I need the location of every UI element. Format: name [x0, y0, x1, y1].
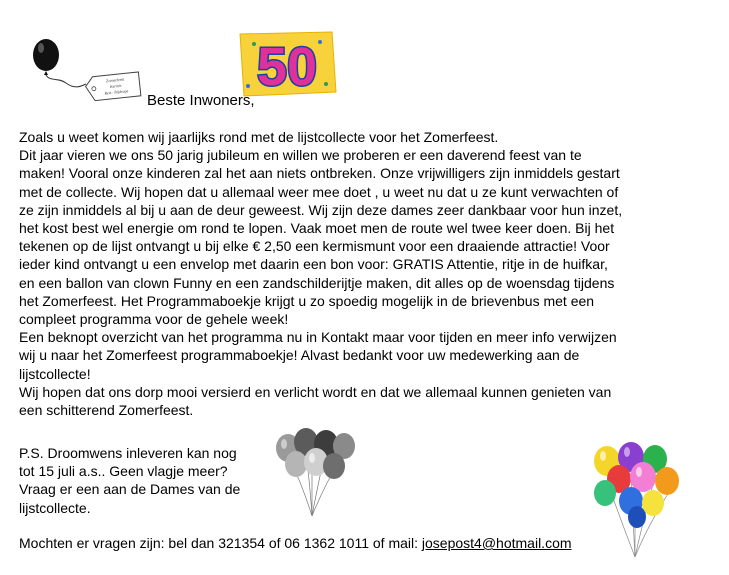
contact-line	[19, 535, 572, 551]
body-line: het kost best wel energie om rond te lopen. Vaak moet men de route wel twee keer doen. Bij het	[19, 220, 615, 237]
ps-line: P.S. Droomwens inleveren kan nog	[19, 445, 237, 461]
body-line: tekenen op de lijst ontvangt u bij elke € 2,50 een kermismunt voor een draaiende attractie! Voor	[19, 238, 610, 255]
body-line: lijstcollecte!	[19, 365, 91, 382]
fifty-badge-icon	[234, 30, 340, 98]
tag-text-1: Zomerfeest	[105, 76, 125, 84]
body-line: ze zijn inmiddels al bij u aan de deur geweest. Wij zijn deze dames zeer dankbaar voor hun inzet,	[19, 201, 623, 218]
ps-line: Vraag er een aan de Dames van de	[19, 481, 241, 498]
body-line: het Zomerfeest. Het Programmaboekje krijgt u zo spoedig mogelijk in de brievenbus met een	[19, 292, 595, 309]
body-line: compleet programma voor de gehele week!	[19, 311, 289, 328]
body-line: met de collecte. Wij hopen dat u allemaal weer mee doet , u weet nu dat u ze kunt verwachten of	[19, 183, 619, 200]
body-line: maken! Vooral onze kinderen zal het aan niets ontbreken. Onze vrijwilligers zijn inmiddels gestart	[19, 165, 620, 182]
ps-line: lijstcollecte.	[19, 499, 91, 516]
contact-prefix: Mochten er vragen zijn: bel dan 321354 of 06 1362 1011 of mail:	[19, 535, 422, 551]
postscript	[19, 444, 240, 517]
body-line: en een ballon van clown Funny en een zandschilderijtje maken, dit alles op de woensdag tijdens	[19, 274, 615, 291]
colorful-balloon-bunch-icon	[591, 441, 687, 559]
badge-number: 50	[256, 37, 318, 97]
black-balloon-with-tag-icon	[28, 37, 143, 102]
body-line: Wij hopen dat ons dorp mooi versierd en verlicht wordt en dat we allemaal kunnen genieten van	[19, 383, 612, 400]
greeting: Beste Inwoners,	[147, 92, 255, 109]
grey-balloon-bunch-icon	[272, 424, 370, 520]
ps-line: tot 15 juli a.s.. Geen vlagje meer?	[19, 463, 228, 480]
body-line: Een beknopt overzicht van het programma nu in Kontakt maar voor tijden en meer info verwijzen	[19, 329, 617, 346]
body-line: Dit jaar vieren we ons 50 jarig jubileum en willen we proberen er een daverend feest van te	[19, 147, 582, 164]
body-line: ieder kind ontvangt u een envelop met daarin een bon voor: GRATIS Attentie, ritje in de huifkar,	[19, 256, 608, 273]
tag-text-3: Reis · Bijdrage	[104, 88, 129, 96]
body-line: wij u naar het Zomerfeest programmaboekje! Alvast bedankt voor uw medewerking aan de	[19, 347, 580, 364]
body-line: een schitterend Zomerfeest.	[19, 402, 194, 419]
letter-body	[19, 128, 719, 419]
body-line: Zoals u weet komen wij jaarlijks rond met de lijstcollecte voor het Zomerfeest.	[19, 129, 499, 145]
email-link[interactable]: josepost4@hotmail.com	[421, 535, 572, 551]
tag-text-2: Kermis	[109, 82, 122, 89]
